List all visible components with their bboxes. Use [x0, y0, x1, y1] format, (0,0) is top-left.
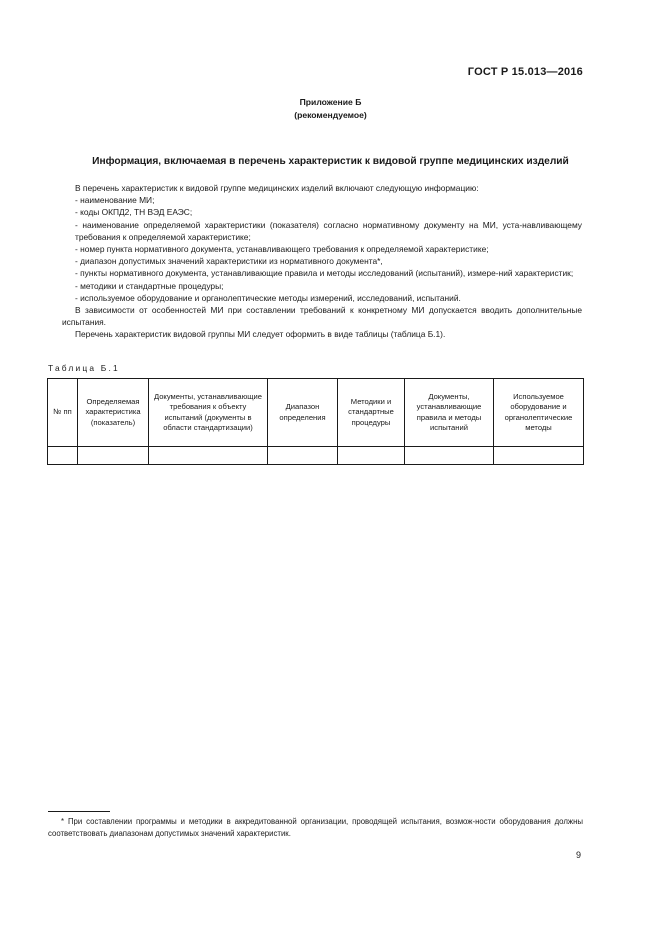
table-cell — [48, 447, 78, 465]
annex-name: Приложение Б — [299, 97, 362, 107]
list-item: - наименование определяемой характеристики (показателя) согласно нормативному документу на МИ, уста-навливающему требования к определяемой характеристике; — [75, 219, 582, 242]
table-cell — [78, 447, 149, 465]
table-cell — [494, 447, 584, 465]
table-cell — [268, 447, 338, 465]
annex-status: (рекомендуемое) — [294, 110, 367, 120]
footnote-divider — [48, 811, 110, 812]
table-row — [48, 447, 584, 465]
characteristics-table — [47, 378, 584, 465]
table-caption: Таблица Б.1 — [48, 363, 120, 373]
header-cell-number: № пп — [48, 379, 78, 447]
list-item: - коды ОКПД2, ТН ВЭД ЕАЭС; — [75, 207, 193, 218]
annex-title: Информация, включаемая в перечень характеристик к видовой группе медицинских изделий — [92, 156, 569, 167]
intro-paragraph: В перечень характеристик к видовой группе медицинских изделий включают следующую информацию: — [75, 183, 479, 193]
header-cell-test-documents: Документы, устанавливающие правила и методы испытаний — [405, 379, 494, 447]
list-item: - диапазон допустимых значений характеристики из нормативного документа*, — [75, 256, 383, 267]
table-cell — [338, 447, 405, 465]
header-cell-characteristic: Определяемая характеристика (показатель) — [78, 379, 149, 447]
list-item: - номер пункта нормативного документа, устанавливающего требования к определяемой характеристике; — [75, 244, 489, 255]
body-text — [62, 182, 582, 341]
standard-code: ГОСТ Р 15.013—2016 — [467, 66, 583, 78]
table-cell — [149, 447, 268, 465]
header-cell-range: Диапазон определения — [268, 379, 338, 447]
page-number: 9 — [575, 850, 581, 860]
footnote: * При составлении программы и методики в аккредитованной организации, проводящей испытания, возмож-ности оборудования должны соответствовать диапазонам допустимых значений характеристик. — [48, 817, 583, 838]
list-item: - методики и стандартные процедуры; — [75, 280, 224, 291]
list-item: - используемое оборудование и органолептические методы измерений, исследований, испытаний. — [75, 292, 461, 303]
list-item: - наименование МИ; — [75, 195, 155, 206]
table-header-row — [48, 379, 584, 447]
table-cell — [405, 447, 494, 465]
header-cell-methods: Методики и стандартные процедуры — [338, 379, 405, 447]
table-reference-paragraph: Перечень характеристик видовой группы МИ следует оформить в виде таблицы (таблица Б.1). — [75, 329, 446, 340]
header-cell-requirement-documents: Документы, устанавливающие требования к объекту испытаний (документы в области стандартизации) — [149, 379, 268, 447]
header-cell-equipment: Используемое оборудование и органолептические методы — [494, 379, 584, 447]
variation-paragraph: В зависимости от особенностей МИ при составлении требований к конкретному МИ допускается вводить дополнительные испытания. — [62, 305, 582, 328]
list-item: - пункты нормативного документа, устанавливающие правила и методы исследований (испытаний), измере-ний характеристик; — [75, 268, 574, 279]
annex-heading — [0, 96, 661, 122]
